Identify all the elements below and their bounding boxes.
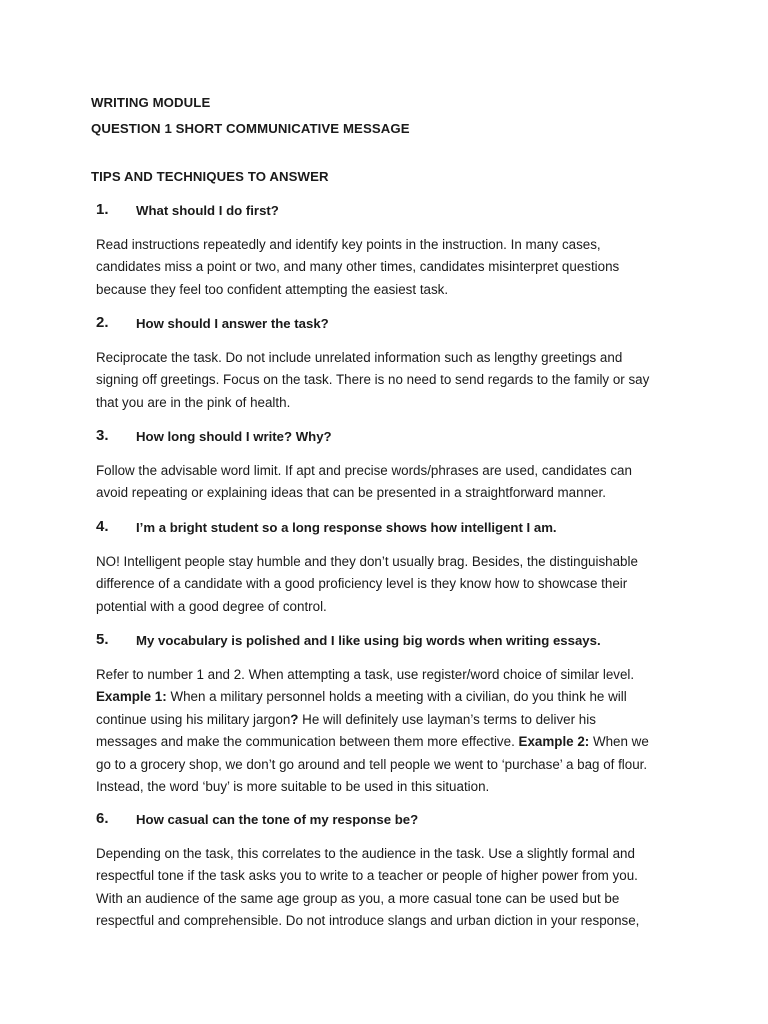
answer-line: Reciprocate the task. Do not include unrelated information such as lengthy greetings and bbox=[96, 350, 623, 365]
answer-line: With an audience of the same age group as you, a more casual tone can be used but be bbox=[96, 890, 620, 906]
answer-line: Example 1: When a military personnel holds a meeting with a civilian, do you think he will bbox=[96, 689, 627, 705]
answer-line: respectful tone if the task asks you to write to a teacher or people of higher power from you. bbox=[96, 868, 638, 884]
answer-line: that you are in the pink of health. bbox=[96, 394, 291, 410]
item-question: What should I do first? bbox=[136, 203, 279, 218]
item-question: I’m a bright student so a long response shows how intelligent I am. bbox=[136, 520, 557, 535]
answer-line: because they feel too confident attempting the easiest task. bbox=[96, 281, 449, 297]
item-question: My vocabulary is polished and I like using big words when writing essays. bbox=[136, 633, 601, 648]
answer-line: Refer to number 1 and 2. When attempting a task, use register/word choice of similar level. bbox=[96, 667, 635, 682]
answer-line: respectful and comprehensible. Do not introduce slangs and urban diction in your response, bbox=[96, 913, 640, 929]
answer-line: potential with a good degree of control. bbox=[96, 598, 327, 614]
answer-line: Depending on the task, this correlates to the audience in the task. Use a slightly formal and bbox=[96, 846, 635, 861]
answer-line: avoid repeating or explaining ideas that can be presented in a straightforward manner. bbox=[96, 485, 606, 501]
answer-line: difference of a candidate with a good proficiency level is they know how to showcase their bbox=[96, 576, 628, 592]
answer-line: Instead, the word ‘buy’ is more suitable to be used in this situation. bbox=[96, 779, 490, 795]
answer-line: signing off greetings. Focus on the task. There is no need to send regards to the family or say bbox=[96, 372, 650, 388]
section-title: TIPS AND TECHNIQUES TO ANSWER bbox=[91, 169, 329, 184]
module-title: WRITING MODULE bbox=[91, 95, 211, 110]
answer-line: messages and make the communication between them more effective. Example 2: When we bbox=[96, 734, 649, 750]
question-title: QUESTION 1 SHORT COMMUNICATIVE MESSAGE bbox=[91, 121, 410, 136]
item-number: 5. bbox=[96, 631, 109, 648]
item-question: How should I answer the task? bbox=[136, 316, 329, 331]
answer-line: candidates miss a point or two, and many other times, candidates misinterpret questions bbox=[96, 259, 620, 275]
item-number: 1. bbox=[96, 201, 109, 218]
item-number: 2. bbox=[96, 314, 109, 331]
item-number: 6. bbox=[96, 810, 109, 827]
answer-line: Read instructions repeatedly and identify key points in the instruction. In many cases, bbox=[96, 237, 601, 252]
item-answer bbox=[96, 843, 686, 933]
item-answer bbox=[96, 347, 686, 414]
answer-line: go to a grocery shop, we don’t go around and tell people we went to ‘purchase’ a bag of flour. bbox=[96, 756, 648, 772]
item-answer bbox=[96, 234, 686, 301]
answer-line: continue using his military jargon? He will definitely use layman’s terms to deliver his bbox=[96, 711, 596, 727]
answer-line: NO! Intelligent people stay humble and they don’t usually brag. Besides, the distinguishable bbox=[96, 554, 638, 569]
item-question: How casual can the tone of my response be? bbox=[136, 812, 419, 827]
item-answer bbox=[96, 664, 686, 798]
answer-line: Follow the advisable word limit. If apt and precise words/phrases are used, candidates can bbox=[96, 463, 632, 478]
item-answer bbox=[96, 460, 686, 505]
item-answer bbox=[96, 551, 686, 618]
item-number: 3. bbox=[96, 427, 109, 444]
item-number: 4. bbox=[96, 518, 109, 535]
item-question: How long should I write? Why? bbox=[136, 429, 332, 444]
